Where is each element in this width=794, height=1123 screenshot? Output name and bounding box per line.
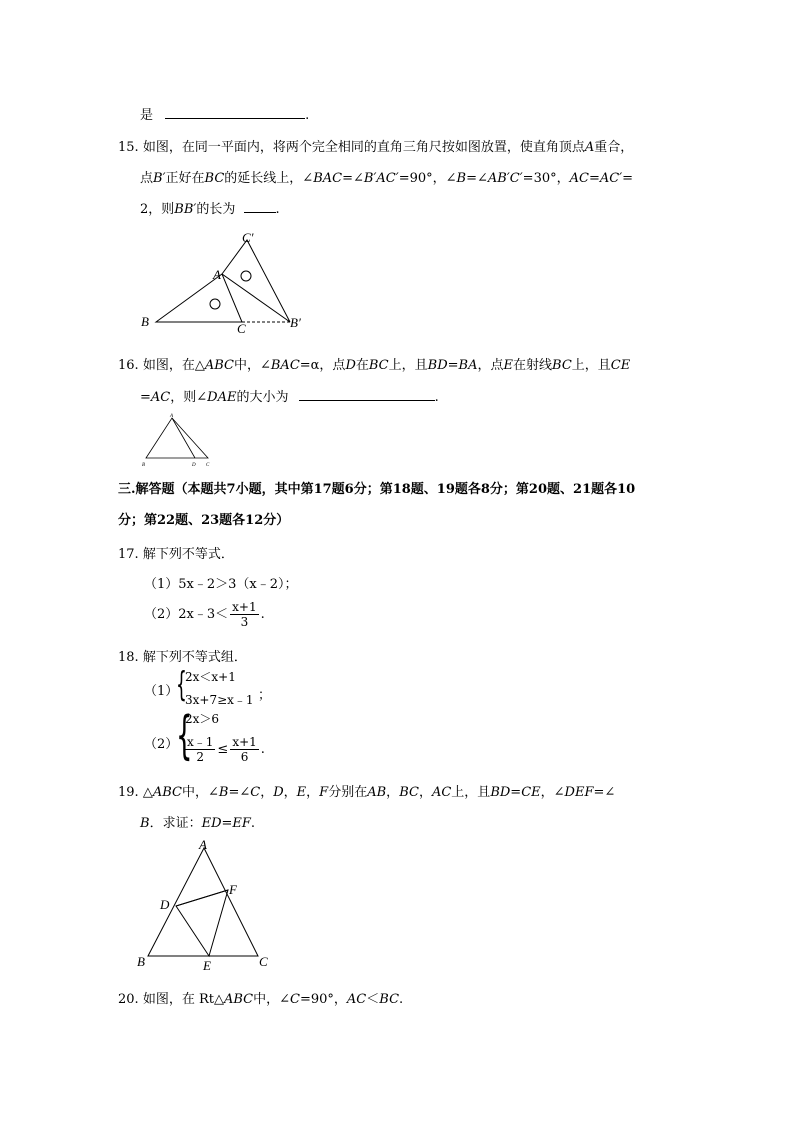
var: BAC xyxy=(313,171,343,186)
text: 在射线 xyxy=(513,358,553,373)
q18-title xyxy=(118,646,247,665)
label-d: D xyxy=(192,463,196,468)
text: ， xyxy=(260,785,274,800)
q17-title xyxy=(118,543,234,562)
var: BD xyxy=(427,358,448,373)
q15-line1 xyxy=(118,136,633,155)
label-b: B xyxy=(137,954,145,969)
text: . xyxy=(399,992,404,1007)
section-heading-cont: 分；第22题、23题各12分） xyxy=(118,513,290,528)
label-c: C xyxy=(206,463,210,468)
text: 上，且 xyxy=(451,785,491,800)
var: CE xyxy=(521,785,541,800)
q18-part1-label: （1） xyxy=(144,684,179,699)
var: D xyxy=(345,358,356,373)
triangle-def xyxy=(176,890,228,956)
question-number: 18. xyxy=(118,650,139,665)
q18-p2-row2 xyxy=(183,735,265,764)
text: =∠ xyxy=(466,171,488,186)
text: = xyxy=(447,358,459,373)
text: 正好在 xyxy=(165,171,205,186)
label-e: E xyxy=(203,958,211,973)
text: =∠ xyxy=(228,785,251,800)
var: D xyxy=(273,785,284,800)
text: = xyxy=(221,816,233,831)
section-heading: 三.解答题（本题共7小题，其中第17题6分；第18题、19题各8分；第20题、21题各10 xyxy=(118,482,636,497)
q19-figure xyxy=(134,836,274,976)
var: AC xyxy=(150,390,171,405)
denominator: 3 xyxy=(240,615,249,629)
text: ，点 xyxy=(477,358,504,373)
text: （2）2x﹣3＜ xyxy=(144,607,229,622)
triangle-abc xyxy=(156,274,242,322)
q15-line2 xyxy=(140,167,633,186)
text: △ xyxy=(142,785,153,800)
text: . xyxy=(260,742,265,757)
text: . xyxy=(250,816,256,831)
text: 中，∠ xyxy=(181,785,219,800)
label-b: B xyxy=(142,463,146,468)
answer-blank[interactable] xyxy=(299,399,435,401)
text: ，∠ xyxy=(540,785,565,800)
segment-ad xyxy=(172,418,195,458)
triangle-abc xyxy=(146,418,208,458)
var: BC xyxy=(204,171,225,186)
text: ，则∠ xyxy=(170,390,208,405)
text: 重合， xyxy=(594,140,634,155)
text: = xyxy=(588,171,600,186)
var: C xyxy=(250,785,261,800)
text: 在 xyxy=(355,358,369,373)
hole-circle xyxy=(241,271,251,281)
label-c: C xyxy=(237,321,246,336)
var: BAC xyxy=(270,358,300,373)
label-a: A xyxy=(199,837,207,852)
text: 解下列不等式组． xyxy=(142,650,247,665)
text: 2，则 xyxy=(140,202,175,217)
q18-p2-row1: 2x＞6 xyxy=(185,712,220,726)
var: BC xyxy=(368,358,389,373)
var: F xyxy=(319,785,329,800)
question-number: 16. xyxy=(118,358,139,373)
triangle-ab1c1 xyxy=(222,240,290,322)
var: C xyxy=(290,992,300,1007)
text: =∠ xyxy=(593,785,616,800)
numerator: x+1 xyxy=(232,600,257,614)
text: 分别在 xyxy=(328,785,368,800)
text: . xyxy=(275,202,280,217)
q18-p1-row1: 2x＜x+1 xyxy=(185,670,236,684)
relation: ≤ xyxy=(217,742,229,757)
text: = xyxy=(622,171,634,186)
var: AB′C′ xyxy=(487,171,523,186)
label-c1: C′ xyxy=(242,230,254,245)
q14-prefix: 是 xyxy=(140,108,154,123)
var: B xyxy=(140,816,150,831)
answer-blank[interactable] xyxy=(244,211,276,213)
text: 解下列不等式． xyxy=(142,547,234,562)
q20-line1 xyxy=(118,988,403,1007)
text: . xyxy=(434,390,439,405)
text: =90°， xyxy=(299,992,347,1007)
var: EF xyxy=(232,816,251,831)
text: . xyxy=(260,607,265,622)
q17-part2 xyxy=(144,600,265,629)
var: AC xyxy=(569,171,589,186)
var: ED xyxy=(201,816,222,831)
text: = xyxy=(140,390,151,405)
label-a: A xyxy=(170,414,174,419)
var: AB xyxy=(367,785,387,800)
var: AC xyxy=(346,992,367,1007)
q18-p1-end: ； xyxy=(258,688,272,703)
q16-line2 xyxy=(140,386,439,405)
numerator: x﹣1 xyxy=(187,735,214,749)
brace: { xyxy=(176,665,187,705)
var: A xyxy=(584,140,595,155)
text: 的大小为 xyxy=(236,390,289,405)
q15-figure xyxy=(138,228,308,336)
q19-line2 xyxy=(140,812,255,831)
segment-df xyxy=(176,890,228,906)
text: = xyxy=(510,785,522,800)
q19-line1 xyxy=(118,781,615,800)
var: ABC xyxy=(204,358,234,373)
var: BC xyxy=(552,358,572,373)
var: BC xyxy=(379,992,400,1007)
text: ．求证： xyxy=(149,816,202,831)
text: 上，且 xyxy=(571,358,611,373)
var: E xyxy=(503,358,514,373)
text: 中，∠ xyxy=(233,358,271,373)
denominator: 2 xyxy=(196,750,205,764)
q18-part2-label: （2） xyxy=(144,737,179,752)
text: =90°，∠ xyxy=(398,171,457,186)
text: 的延长线上，∠ xyxy=(224,171,314,186)
var: BD xyxy=(490,785,511,800)
text: =∠ xyxy=(342,171,364,186)
text: =α，点 xyxy=(299,358,346,373)
text: 如图，在 Rt△ xyxy=(142,992,224,1007)
var: BB′ xyxy=(174,202,197,217)
q14-tail xyxy=(140,104,309,123)
hole-circle xyxy=(210,299,220,309)
label-a: A xyxy=(213,267,221,282)
question-number: 20. xyxy=(118,992,139,1007)
text: =30°， xyxy=(522,171,570,186)
var: AC xyxy=(431,785,452,800)
text: 的长为 xyxy=(196,202,236,217)
text: ＜ xyxy=(366,992,380,1007)
text: 如图，在△ xyxy=(142,358,205,373)
label-c: C xyxy=(259,954,268,969)
q16-figure xyxy=(138,412,218,470)
label-d: D xyxy=(160,897,170,912)
fraction xyxy=(230,735,258,764)
var: ABC xyxy=(223,992,254,1007)
var: ABC xyxy=(152,785,182,800)
text: 点 xyxy=(140,171,154,186)
fraction xyxy=(230,600,258,629)
label-f: F xyxy=(229,882,237,897)
question-number: 19. xyxy=(118,785,139,800)
q18-p1-row2: 3x+7≥x﹣1 xyxy=(185,693,254,707)
var: BC xyxy=(399,785,419,800)
text: ， xyxy=(418,785,432,800)
var: B xyxy=(456,171,467,186)
numerator: x+1 xyxy=(232,735,257,749)
var: BA xyxy=(458,358,478,373)
question-number: 15. xyxy=(118,140,139,155)
text: ， xyxy=(306,785,320,800)
fraction xyxy=(185,735,215,764)
q15-line3 xyxy=(140,198,280,217)
brace: { xyxy=(176,706,193,766)
var: DAE xyxy=(207,390,237,405)
text: 中，∠ xyxy=(253,992,291,1007)
var: B′AC′ xyxy=(363,171,399,186)
text: ， xyxy=(283,785,297,800)
var: CE xyxy=(610,358,631,373)
var: B′ xyxy=(153,171,166,186)
answer-blank[interactable] xyxy=(165,117,305,119)
q16-line1 xyxy=(118,354,630,373)
question-number: 17. xyxy=(118,547,139,562)
text: 如图，在同一平面内，将两个完全相同的直角三角尺按如图放置，使直角顶点 xyxy=(142,140,585,155)
denominator: 6 xyxy=(240,750,249,764)
var: AC′ xyxy=(599,171,623,186)
text: ， xyxy=(386,785,400,800)
q17-part1: （1）5x﹣2＞3（x﹣2）； xyxy=(144,577,298,592)
label-b1: B′ xyxy=(290,315,301,330)
q14-suffix: . xyxy=(305,108,310,123)
var: B xyxy=(218,785,229,800)
var: DEF xyxy=(564,785,594,800)
var: E xyxy=(296,785,307,800)
label-b: B xyxy=(141,314,149,329)
text: 上，且 xyxy=(388,358,428,373)
